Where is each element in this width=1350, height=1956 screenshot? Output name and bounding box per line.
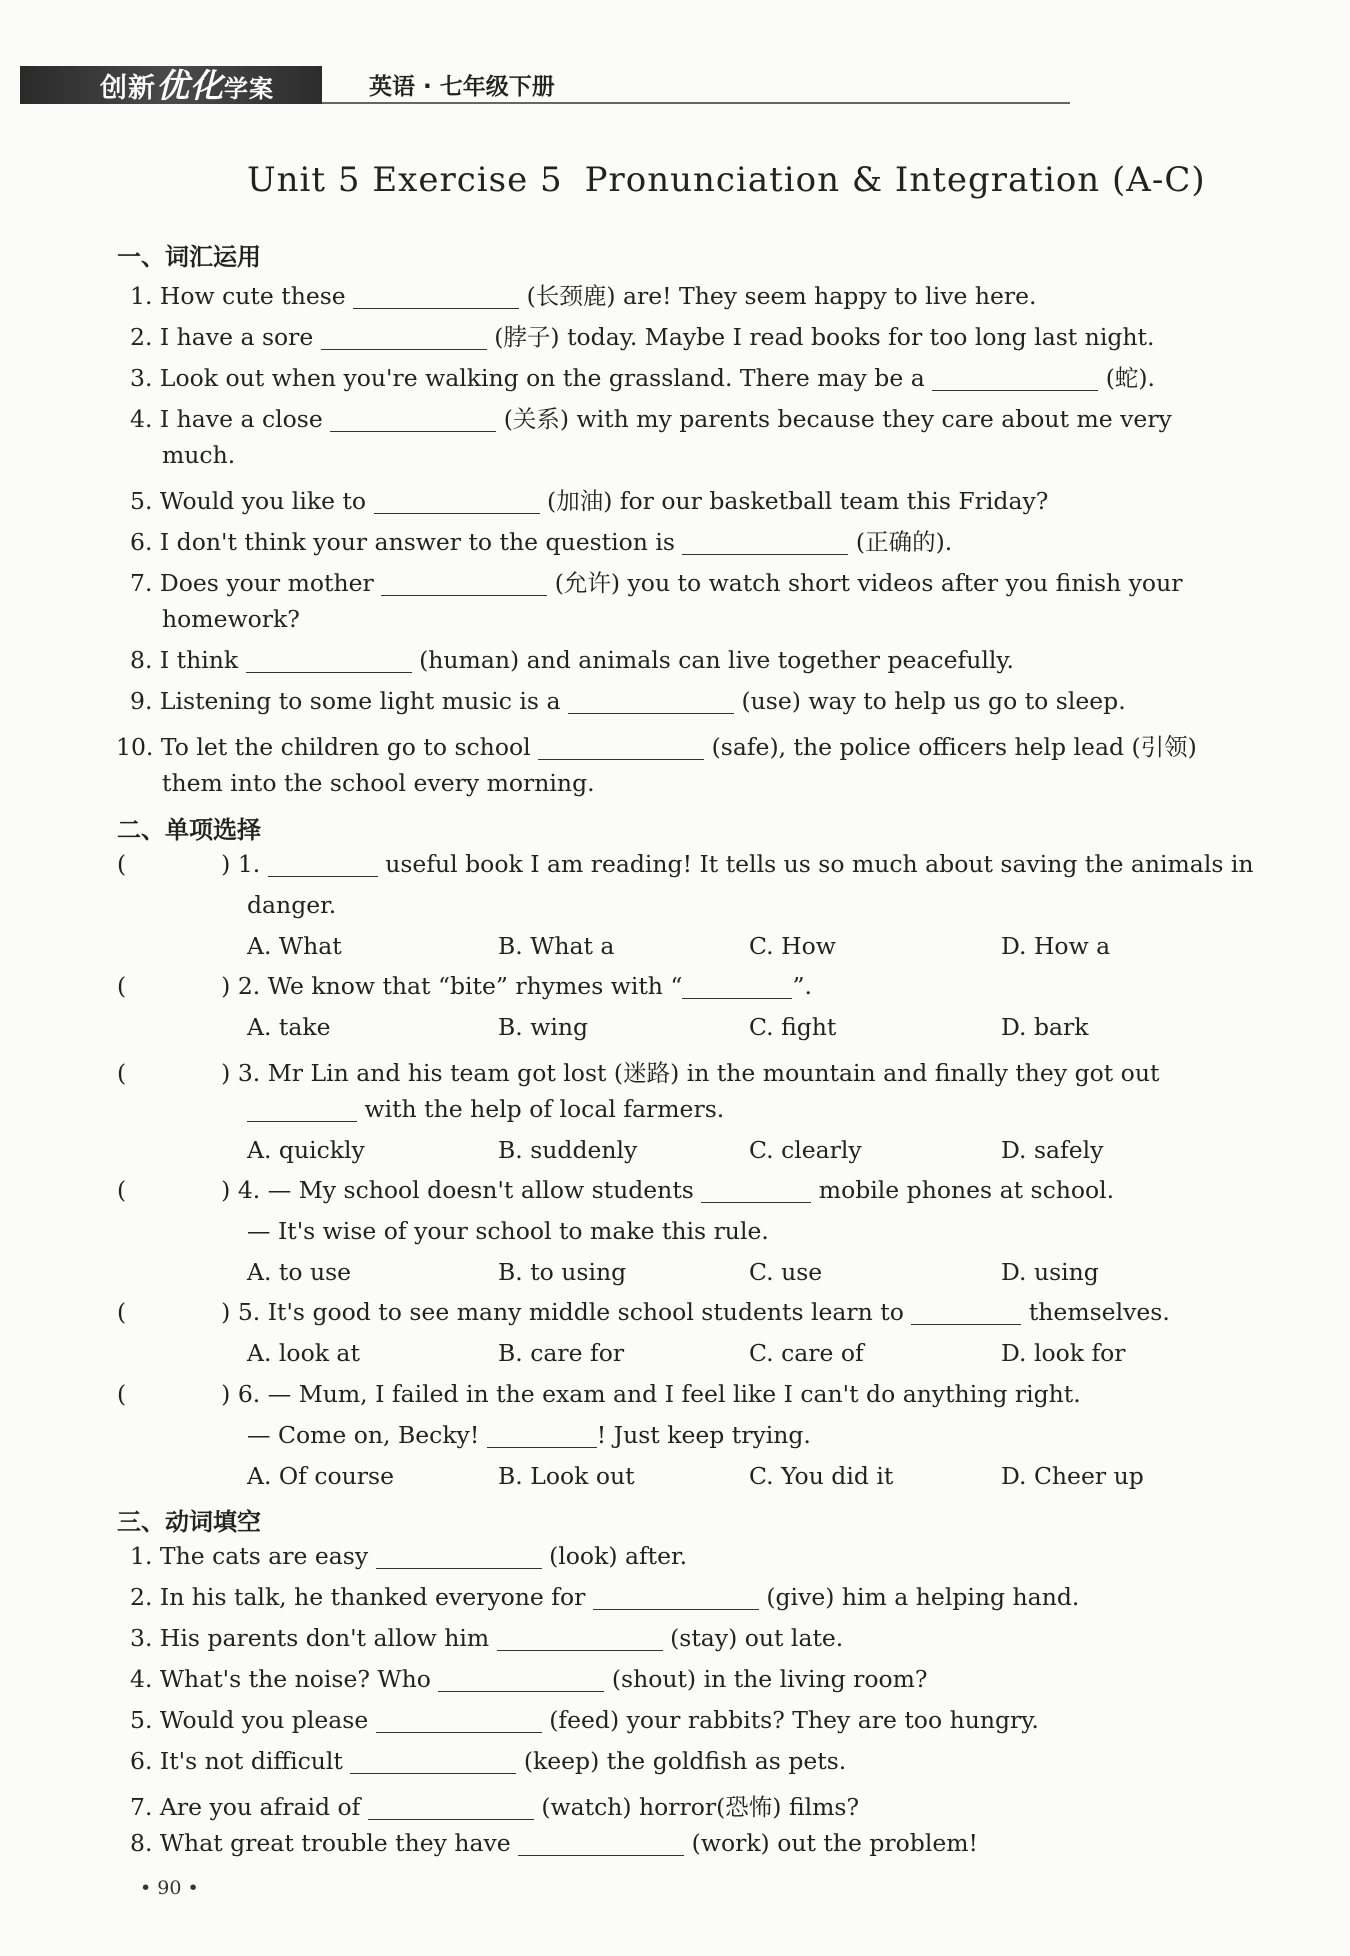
vocab-item: 10. To let the children go to school (safe), the police officers help lead (引领) (116, 733, 1197, 761)
option-c[interactable]: C. You did it (749, 1462, 894, 1490)
verb-item: 4. What's the noise? Who (shout) in the living room? (130, 1665, 928, 1693)
verb-item: 7. Are you afraid of (watch) horror(恐怖) films? (130, 1793, 860, 1821)
option-a[interactable]: A. look at (247, 1339, 360, 1367)
vocab-item-continued: homework? (162, 605, 300, 633)
mc-question: ( ) 5. It's good to see many middle school students learn to themselves. (117, 1298, 1170, 1326)
vocab-item: 7. Does your mother (允许) you to watch short videos after you finish your (130, 569, 1183, 597)
subject-label: 英语 · 七年级下册 (369, 74, 555, 100)
header-divider (322, 102, 1070, 104)
answer-blank[interactable] (353, 283, 519, 309)
answer-blank[interactable] (497, 1625, 663, 1651)
verb-item: 5. Would you please (feed) your rabbits? They are too hungry. (130, 1706, 1039, 1734)
option-b[interactable]: B. suddenly (498, 1136, 638, 1164)
option-d[interactable]: D. Cheer up (1001, 1462, 1144, 1490)
answer-blank[interactable] (487, 1422, 597, 1448)
answer-blank[interactable] (538, 734, 704, 760)
answer-blank[interactable] (247, 1096, 357, 1122)
answer-blank[interactable] (350, 1748, 516, 1774)
option-d[interactable]: D. bark (1001, 1013, 1089, 1041)
answer-blank[interactable] (268, 851, 378, 877)
answer-blank[interactable] (911, 1299, 1021, 1325)
option-b[interactable]: B. to using (498, 1258, 627, 1286)
answer-blank[interactable] (438, 1666, 604, 1692)
verb-item: 2. In his talk, he thanked everyone for (give) him a helping hand. (130, 1583, 1080, 1611)
mc-question-reply: — Come on, Becky! ! Just keep trying. (247, 1421, 811, 1449)
option-a[interactable]: A. quickly (247, 1136, 365, 1164)
vocab-item-continued: them into the school every morning. (162, 769, 595, 797)
answer-blank[interactable] (321, 324, 487, 350)
vocab-item: 6. I don't think your answer to the question is (正确的). (130, 528, 953, 556)
mc-question: ( ) 3. Mr Lin and his team got lost (迷路) in the mountain and finally they got out (117, 1059, 1160, 1087)
vocab-item: 1. How cute these (长颈鹿) are! They seem happy to live here. (130, 282, 1037, 310)
option-d[interactable]: D. safely (1001, 1136, 1104, 1164)
answer-blank[interactable] (246, 647, 412, 673)
answer-blank[interactable] (374, 488, 540, 514)
option-d[interactable]: D. How a (1001, 932, 1111, 960)
verb-item: 1. The cats are easy (look) after. (130, 1542, 688, 1570)
option-d[interactable]: D. using (1001, 1258, 1099, 1286)
mc-question: ( ) 1. useful book I am reading! It tells us so much about saving the animals in (117, 850, 1254, 878)
vocab-item: 2. I have a sore (脖子) today. Maybe I read books for too long last night. (130, 323, 1155, 351)
vocab-item: 4. I have a close (关系) with my parents because they care about me very (130, 405, 1172, 433)
section-2-heading: 二、单项选择 (117, 816, 261, 844)
option-c[interactable]: C. care of (749, 1339, 864, 1367)
page-title: Unit 5 Exercise 5 Pronunciation & Integration (A-C) (247, 160, 1206, 200)
vocab-item-continued: much. (162, 441, 236, 469)
vocab-item: 3. Look out when you're walking on the grassland. There may be a (蛇). (130, 364, 1155, 392)
option-c[interactable]: C. fight (749, 1013, 837, 1041)
page-number: • 90 • (140, 1877, 199, 1899)
vocab-item: 9. Listening to some light music is a (use) way to help us go to sleep. (130, 687, 1126, 715)
mc-question-continued: danger. (247, 891, 337, 919)
option-c[interactable]: C. clearly (749, 1136, 862, 1164)
option-b[interactable]: B. wing (498, 1013, 589, 1041)
answer-blank[interactable] (381, 570, 547, 596)
mc-question-continued: with the help of local farmers. (247, 1095, 724, 1123)
mc-question: ( ) 4. — My school doesn't allow students mobile phones at school. (117, 1176, 1115, 1204)
mc-question-reply: — It's wise of your school to make this rule. (247, 1217, 769, 1245)
answer-blank[interactable] (701, 1177, 811, 1203)
option-d[interactable]: D. look for (1001, 1339, 1126, 1367)
answer-blank[interactable] (376, 1707, 542, 1733)
answer-blank[interactable] (368, 1794, 534, 1820)
option-c[interactable]: C. How (749, 932, 836, 960)
vocab-item: 5. Would you like to (加油) for our basketball team this Friday? (130, 487, 1049, 515)
option-a[interactable]: A. Of course (247, 1462, 394, 1490)
answer-blank[interactable] (376, 1543, 542, 1569)
option-a[interactable]: A. take (247, 1013, 331, 1041)
option-b[interactable]: B. care for (498, 1339, 625, 1367)
brand-logo: 创新优化学案 (100, 66, 274, 105)
answer-blank[interactable] (518, 1830, 684, 1856)
answer-blank[interactable] (932, 365, 1098, 391)
verb-item: 8. What great trouble they have (work) out the problem! (130, 1829, 978, 1857)
option-b[interactable]: B. What a (498, 932, 615, 960)
section-1-heading: 一、词汇运用 (117, 243, 261, 271)
mc-question: ( ) 2. We know that “bite” rhymes with “ ”. (117, 972, 812, 1000)
answer-blank[interactable] (330, 406, 496, 432)
option-c[interactable]: C. use (749, 1258, 823, 1286)
option-a[interactable]: A. to use (247, 1258, 352, 1286)
answer-blank[interactable] (682, 529, 848, 555)
option-a[interactable]: A. What (247, 932, 342, 960)
answer-blank[interactable] (682, 973, 792, 999)
answer-blank[interactable] (593, 1584, 759, 1610)
mc-question: ( ) 6. — Mum, I failed in the exam and I feel like I can't do anything right. (117, 1380, 1081, 1408)
option-b[interactable]: B. Look out (498, 1462, 635, 1490)
answer-blank[interactable] (568, 688, 734, 714)
vocab-item: 8. I think (human) and animals can live together peacefully. (130, 646, 1014, 674)
verb-item: 6. It's not difficult (keep) the goldfish as pets. (130, 1747, 847, 1775)
verb-item: 3. His parents don't allow him (stay) out late. (130, 1624, 844, 1652)
section-3-heading: 三、动词填空 (117, 1508, 261, 1536)
